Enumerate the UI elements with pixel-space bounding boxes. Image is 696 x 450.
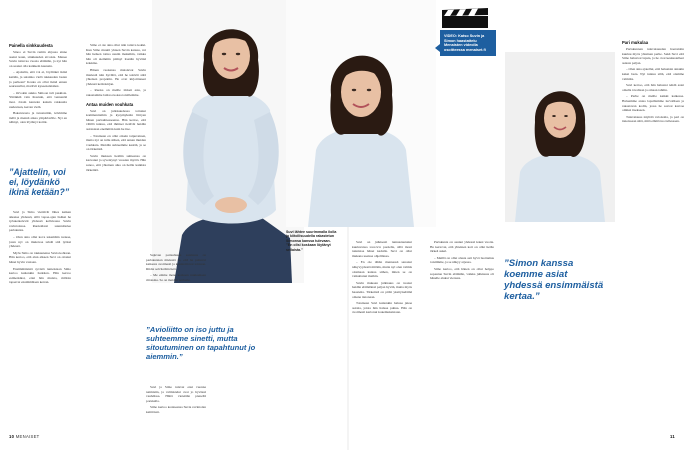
right-col2	[430, 240, 494, 430]
paragraph: Pariskunta on asunut yhdessä kaksi vuotta. He kertovat, että yhteinen koti on ollut heille tärkeä askel.	[430, 240, 494, 254]
paragraph: Toisinaan Suvi kuitenkin haluaa jakaa asioita, joista hän haluaa puhua. Hän on avoimesti kertonut kokemuksistaan.	[352, 301, 412, 315]
paragraph: – Ruoka on meille tärkeä asia, ja rakastamme laittaa ruokaa toisillemme.	[86, 88, 146, 97]
paragraph: Suvin mukaan heidän suhteensa on kasvanut ja syventynyt vuosien myötä. Hän sanoo, että yhteinen aika on heille kaikista tärkeintä.	[86, 153, 146, 172]
paragraph: – Orvokin aukko Simoon tuli puskista. Yhtäkkiä vain ihastuin, että vennenää tiesi. Jotain kannoin kaksin rakkautta uudestaan, kerran vielä.	[9, 90, 67, 109]
paragraph: Hänen ruokansa maistuvat Suvin mielestä niin hyvältä, että he tekivät siitä yhteisen projektin. He ovat kirjoittaneet yhdessä keittokirjan.	[86, 67, 146, 86]
paragraph: Suvi on julkisuudessa tottunut kommentteihin ja kysymyksiin liittyen hänen parisuhteeseensa. Hän kertoo, että välillä tuntuu, että ihmiset tietävät heidän asioistaan enemmän kuin he itse.	[86, 108, 146, 131]
photo-caption: Suvi lähtee suurimmalla ilolla ja kiitollisuudella rakastetun Simonsa kanssa tulevaan. ”En olisi koskaan löytänyt sellaista.”	[286, 230, 337, 252]
paragraph: – Me emme mene koskaan nukkumaan riitaisina. Se on meidän periaate.	[146, 273, 206, 282]
paragraph: Simo kertoo, että hänen on ollut helppo sopeutua Suvin elämään, vaikka julkisuus oli hänelle aluksi vierasta.	[430, 266, 494, 281]
right-photo-woman-2	[505, 52, 615, 222]
left-photo-woman	[152, 0, 304, 283]
pull-quote-3: ”Simon kanssa koemme asiat yhdessä ensimmäistä kertaa.”	[504, 258, 604, 302]
left-col2	[86, 43, 146, 433]
paragraph: Bakatuvasta ja tutustuttiin, kävimme tiellä ja mennä aikaa ympäristölle. Nyt en nähnyt, olen löytänyt kotini.	[9, 111, 67, 125]
paragraph: Tulevaisuus näyttää valoisalta, ja pari on innoissaan siitä, mitä elämä tuo tullessaan.	[622, 114, 684, 124]
paragraph: – Toisinaan en ollut oikein taipuvainen, mutta nyt on tultu siihen, että annan muiden vouhkata. Meidän suhteemme kestää, ja se on tärkeintä.	[86, 133, 146, 152]
paragraph: Ensimmäisistä syvistä tunteistaan Simo kertoo kuitenkin harkiten. Hän kertoo esimerkiksi, ettei hän muista, milloin tapaavat ensimmäisen kerran.	[9, 266, 71, 285]
left-col3-top	[146, 253, 206, 323]
right-photo-couple	[286, 0, 436, 227]
left-folio	[9, 434, 40, 439]
paragraph: Simo kertoo kosineensa Suvia ravintolan keittiössä.	[146, 405, 206, 414]
paragraph: Simo ei ole aina ollut niin taitava kokki. Kun Simo muutti yhteen Suvin kanssa, vei hän hetken tottua uusiin makuihin, vaikka hän oli aiemmin pitänyt itseään hyvänä kokkina.	[86, 43, 146, 66]
section-heading: Antaa muiden vouhkata	[86, 101, 134, 107]
video-promo-badge[interactable]: VIDEO: Katso Suvin ja Simon haastattelu Menaisten videolla osoitteessa menaiset.fi	[440, 30, 496, 56]
left-col1-bottom	[9, 210, 71, 430]
section-heading: Painella sinkkuudesta	[9, 43, 53, 48]
section-heading: Pari mukulaa	[622, 40, 649, 45]
paragraph: Suvi ja Simo viettävät lähes kaiken aikansa yhdessä, sillä vapaa-ajan lisäksi he työskentelevät yhdessä kelluvassa Suvin ravintolassa. Ruokalistat suunnittelee pariskunta.	[9, 210, 71, 233]
right-col3-bottom	[622, 350, 684, 430]
pull-quote-2: ”Avioliitto on iso juttu ja suhteemme sinetti, mutta sitoutuminen on tapahtunut jo aiemmin.”	[146, 325, 256, 361]
paragraph: Sinoo ei Suvin rumin ahjossa sinne asetui kaun, sinkkuuden sivoista. Menee Suvin tuttavaa vuosia elämään, ja nyt hän on saanut olla kaikkein kaunein.	[9, 50, 67, 68]
paragraph: – Olen aina ajatellut, että haluaisin ainakin kaksi lasta. Nyt tuntuu siltä, että olemme valmiita.	[622, 67, 684, 81]
page-number: 11	[670, 434, 676, 439]
video-clapper-icon	[440, 8, 490, 28]
paragraph: Myös Simo on rakkautensa Suvia kohtaan. Hän kertoo, että alun alkaen Suvi on ottanut hänet hyvin vastaan.	[9, 250, 71, 264]
left-col1-top	[9, 43, 67, 164]
paragraph: Sujuvan parisuhteen salaisuus on pariskunnan mielestä se, että he puhuvat kaikesta avoimesti ja kunnioittavat toisiaan. Riidat selvitetään heti.	[146, 253, 206, 271]
page-number: 10	[9, 434, 15, 439]
paragraph: – Perhe on meille kaikki kaikessa. Haluamme antaa lapsillemme turvallisen ja rakastavan kodin, jossa he saavat kasvaa omiksi itsekseen.	[622, 94, 684, 113]
left-col3-bottom	[146, 385, 206, 433]
right-folio	[670, 434, 675, 439]
paragraph: – Ajattelin, että voi ei, löydänkö ikinä ketään, ja saisinko vielä rakkauden lasten ja perheen? Koska en ollut ikinä ennen seurustellut, motiivit kyseenalaisiksi.	[9, 70, 67, 89]
paragraph: – Meillä on ollut alusta asti hyvä luottamus toisiimme, ja se näkyy arjessa.	[430, 255, 494, 265]
paragraph: Suvin mukaan julkisuus on tuonut heidän elämäänsä paljon hyvää, mutta myös haasteita. Tärkeintä on pitää yksityiselämä omana tietonaan.	[352, 280, 412, 299]
paragraph: Suvi on julkisesti tunnustautunut kuuluvansa tosi-tv:n puolelle, sillä moni tunnistaa hänet kadulla. Suvi on ollut mukana useissa ohjelmissa.	[352, 240, 412, 258]
paragraph: – En ole tähän mennessä sanonut näkyvyydestä mitään, mutta nyt olen valmis ottamaan kantaa siihen, miten se on vaikuttanut meihin.	[352, 260, 412, 279]
paragraph: – Olen aina ollut kova tekemään ruokaa, joten nyt on mukavaa tehdä sitä työksi yhdessä.	[9, 234, 71, 249]
pull-quote-1: ”Ajattelin, voi ei, löydänkö ikinä ketään?”	[9, 167, 70, 197]
magazine-name: MENAISET	[15, 434, 40, 439]
paragraph: Suvi kertoo, että hän haluaisi tehdä asiat omalla tavallaan ja omaan tahtiin.	[622, 83, 684, 92]
right-col1	[352, 240, 412, 430]
paragraph: Suvi ja Simo tulevat ensi vuonna naimisiin, ja valmistelut ovat jo hyvässä vauhdissa. Häitä vietetään pienellä porukalla.	[146, 385, 206, 403]
paragraph: Pariskunnan tulevaisuuden haaveisiin kuuluu myös yhteinen perhe. Sekä Suvi että Simo haluavat lapsia, ja he ovat keskustelleet asiasta paljon.	[622, 47, 684, 65]
